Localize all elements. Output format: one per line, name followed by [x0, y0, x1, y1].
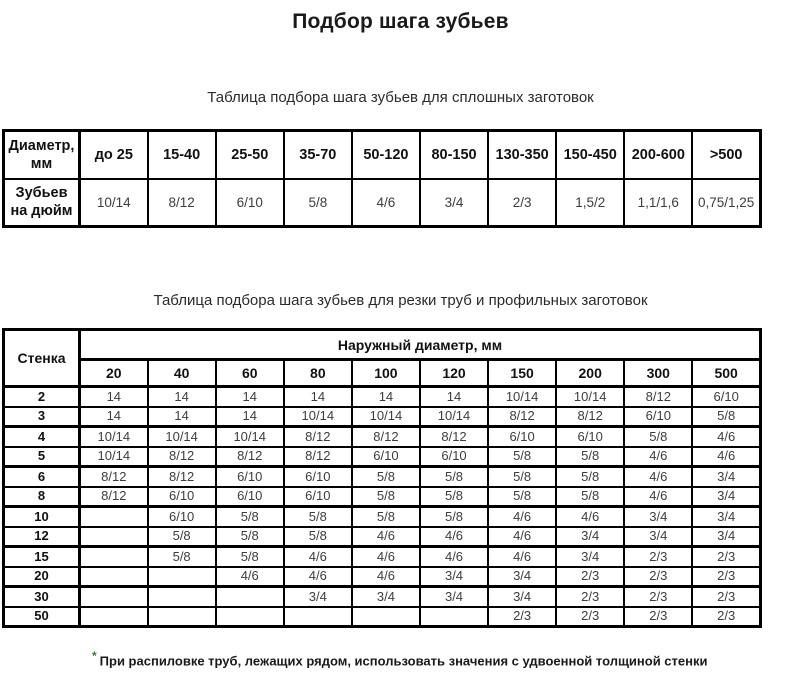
table2-diameter-value: 100 — [352, 360, 420, 387]
table2-diameter-value: 80 — [284, 360, 352, 387]
table2-pitch-value: 2/3 — [624, 567, 692, 587]
table2-diameter-value: 300 — [624, 360, 692, 387]
table2-row — [4, 387, 761, 407]
table2-pitch-value: 4/6 — [488, 547, 556, 567]
table2-pitch-value: 6/10 — [692, 387, 760, 407]
table2-row — [4, 467, 761, 487]
table2-pitch-value: 5/8 — [216, 527, 284, 547]
table2-pitch-value: 4/6 — [488, 527, 556, 547]
table2-diameter-value: 200 — [556, 360, 624, 387]
table2-pitch-value: 5/8 — [148, 527, 216, 547]
table2-pitch-value — [352, 607, 420, 627]
table2-row — [4, 427, 761, 447]
table2-row — [4, 407, 761, 427]
table2-pitch-value: 5/8 — [284, 527, 352, 547]
table2-pitch-value: 6/10 — [148, 487, 216, 507]
table2-pitch-value: 5/8 — [488, 447, 556, 467]
table2-pitch-value: 14 — [352, 387, 420, 407]
table2-pitch-value: 3/4 — [692, 467, 760, 487]
table1-tpi-value: 10/14 — [80, 179, 148, 227]
table2-pitch-value: 2/3 — [692, 547, 760, 567]
table2-pitch-value: 5/8 — [556, 467, 624, 487]
table2-pitch-value — [80, 507, 148, 527]
table2-row — [4, 507, 761, 527]
table2-wall-value: 50 — [4, 607, 80, 627]
table2-pitch-value: 6/10 — [216, 467, 284, 487]
table2-pitch-value: 4/6 — [420, 547, 488, 567]
table2-wall-value: 3 — [4, 407, 80, 427]
table2-pitch-value: 14 — [420, 387, 488, 407]
table2-pitch-value: 4/6 — [624, 487, 692, 507]
table2-pitch-value: 3/4 — [488, 587, 556, 607]
table2-pitch-value — [148, 587, 216, 607]
table1-diameter-range: 35-70 — [284, 131, 352, 179]
page-title: Подбор шага зубьев — [292, 10, 509, 33]
footnote-asterisk: * — [92, 649, 97, 663]
table2-pitch-value — [148, 607, 216, 627]
table2-pitch-value: 4/6 — [556, 507, 624, 527]
table2-pitch-value: 3/4 — [624, 527, 692, 547]
table2-pitch-value: 4/6 — [352, 527, 420, 547]
table1-header-row — [4, 131, 761, 179]
table2-pitch-value: 4/6 — [284, 547, 352, 567]
table2-pitch-value: 5/8 — [624, 427, 692, 447]
table2-pitch-value: 2/3 — [556, 607, 624, 627]
table2-pitch-value — [80, 607, 148, 627]
table2-pitch-value: 14 — [148, 407, 216, 427]
table2-wall-label: Стенка — [4, 330, 80, 387]
table2-diameter-value: 40 — [148, 360, 216, 387]
table2-pitch-value: 10/14 — [80, 447, 148, 467]
footnote — [92, 649, 801, 668]
table2-pitch-value: 5/8 — [352, 507, 420, 527]
table2-pitch-value: 2/3 — [556, 567, 624, 587]
table2-pitch-value: 2/3 — [624, 587, 692, 607]
table2-pitch-value: 5/8 — [352, 467, 420, 487]
table2-pitch-value: 8/12 — [148, 467, 216, 487]
table2-pitch-value: 3/4 — [488, 567, 556, 587]
table2-pitch-value: 5/8 — [420, 487, 488, 507]
table2-wall-value: 4 — [4, 427, 80, 447]
table1-diameter-range: 150-450 — [556, 131, 624, 179]
table1-diameter-range: 50-120 — [352, 131, 420, 179]
table2-pitch-value: 14 — [80, 387, 148, 407]
table2-pitch-value: 5/8 — [420, 467, 488, 487]
table2-pitch-value — [80, 567, 148, 587]
table2-wall-value: 12 — [4, 527, 80, 547]
table2-pitch-value: 2/3 — [488, 607, 556, 627]
table2-pitch-value: 4/6 — [284, 567, 352, 587]
table2-pitch-value: 4/6 — [488, 507, 556, 527]
table2-pitch-value: 4/6 — [352, 547, 420, 567]
table2-pitch-value: 2/3 — [624, 607, 692, 627]
table2-pitch-value: 2/3 — [692, 587, 760, 607]
table2-row — [4, 567, 761, 587]
pipe-profile-pitch-table — [2, 328, 762, 628]
table1-tpi-value: 0,75/1,25 — [692, 179, 760, 227]
table2-pitch-value: 6/10 — [148, 507, 216, 527]
table2-pitch-value: 5/8 — [216, 547, 284, 567]
table2-pitch-value — [148, 567, 216, 587]
table2-pitch-value: 4/6 — [216, 567, 284, 587]
table2-pitch-value: 3/4 — [556, 547, 624, 567]
table2-pitch-value — [80, 587, 148, 607]
table2-diameter-value: 120 — [420, 360, 488, 387]
table2-pitch-value: 3/4 — [692, 527, 760, 547]
table2-wall-value: 15 — [4, 547, 80, 567]
table2-diameter-value: 20 — [80, 360, 148, 387]
table2-pitch-value: 8/12 — [556, 407, 624, 427]
table2-pitch-value — [216, 607, 284, 627]
table2-pitch-value: 5/8 — [148, 547, 216, 567]
table2-pitch-value: 6/10 — [352, 447, 420, 467]
table1-tpi-value: 1,5/2 — [556, 179, 624, 227]
table2-pitch-value: 5/8 — [488, 467, 556, 487]
table2-row — [4, 447, 761, 467]
table2-pitch-value: 8/12 — [284, 447, 352, 467]
table2-pitch-value: 5/8 — [488, 487, 556, 507]
table2-row — [4, 487, 761, 507]
table1-diameter-range: 200-600 — [624, 131, 692, 179]
table2-pitch-value: 2/3 — [556, 587, 624, 607]
table1-diameter-range: >500 — [692, 131, 760, 179]
table2-pitch-value: 8/12 — [488, 407, 556, 427]
table2-pitch-value: 3/4 — [420, 567, 488, 587]
table2-pitch-value: 6/10 — [284, 487, 352, 507]
table1-tpi-value: 5/8 — [284, 179, 352, 227]
table2-diameter-value: 150 — [488, 360, 556, 387]
table2-pitch-value: 5/8 — [216, 507, 284, 527]
table2-wall-value: 20 — [4, 567, 80, 587]
table2-pitch-value: 14 — [216, 387, 284, 407]
table1-diameter-range: до 25 — [80, 131, 148, 179]
table2-row — [4, 547, 761, 567]
table2-pitch-value: 10/14 — [284, 407, 352, 427]
table2-wall-value: 2 — [4, 387, 80, 407]
table1-diameter-range: 130-350 — [488, 131, 556, 179]
table2-pitch-value: 10/14 — [216, 427, 284, 447]
table2-diameter-value: 60 — [216, 360, 284, 387]
table1-tpi-value: 2/3 — [488, 179, 556, 227]
table2-pitch-value: 3/4 — [420, 587, 488, 607]
table2-pitch-value: 10/14 — [352, 407, 420, 427]
table2-pitch-value: 2/3 — [692, 607, 760, 627]
table2-pitch-value: 10/14 — [420, 407, 488, 427]
table2-pitch-value: 3/4 — [692, 507, 760, 527]
table2-pitch-value: 6/10 — [284, 467, 352, 487]
table2-span-header-row — [4, 330, 761, 360]
table2-pitch-value: 14 — [80, 407, 148, 427]
table2-wall-value: 10 — [4, 507, 80, 527]
table2-pitch-value: 2/3 — [624, 547, 692, 567]
table2-pitch-value: 5/8 — [556, 447, 624, 467]
table2-pitch-value: 4/6 — [624, 447, 692, 467]
table2-pitch-value: 5/8 — [420, 507, 488, 527]
table2-row — [4, 587, 761, 607]
table2-pitch-value: 4/6 — [624, 467, 692, 487]
table1-tpi-value: 1,1/1,6 — [624, 179, 692, 227]
table2-pitch-value: 3/4 — [624, 507, 692, 527]
table2-pitch-value: 8/12 — [624, 387, 692, 407]
table2-pitch-value: 6/10 — [488, 427, 556, 447]
table2-pitch-value: 3/4 — [284, 587, 352, 607]
table1-values-row — [4, 179, 761, 227]
table2-pitch-value: 5/8 — [556, 487, 624, 507]
table2-outer-diameter-label: Наружный диаметр, мм — [80, 330, 761, 360]
table2-pitch-value: 6/10 — [216, 487, 284, 507]
table1-diameter-range: 25-50 — [216, 131, 284, 179]
table2-pitch-value: 2/3 — [692, 567, 760, 587]
table2-pitch-value — [420, 607, 488, 627]
table2-wall-value: 5 — [4, 447, 80, 467]
table2-wall-value: 30 — [4, 587, 80, 607]
table2-pitch-value: 5/8 — [284, 507, 352, 527]
table2-wall-value: 8 — [4, 487, 80, 507]
table2-pitch-value: 10/14 — [488, 387, 556, 407]
table1-tpi-value: 8/12 — [148, 179, 216, 227]
table2-pitch-value: 4/6 — [352, 567, 420, 587]
table1-diameter-range: 15-40 — [148, 131, 216, 179]
table2-pitch-value: 8/12 — [216, 447, 284, 467]
footnote-text: При распиловке труб, лежащих рядом, использовать значения с удвоенной толщиной стенки — [99, 653, 708, 669]
table1-tpi-value: 4/6 — [352, 179, 420, 227]
table1-caption: Таблица подбора шага зубьев для сплошных заготовок — [207, 89, 594, 106]
table2-pitch-value — [80, 547, 148, 567]
table2-pitch-value: 8/12 — [420, 427, 488, 447]
table2-caption: Таблица подбора шага зубьев для резки труб и профильных заготовок — [153, 292, 648, 309]
table2-pitch-value — [216, 587, 284, 607]
table2-pitch-value: 3/4 — [352, 587, 420, 607]
table2-row — [4, 527, 761, 547]
table2-pitch-value: 14 — [284, 387, 352, 407]
solid-workpiece-pitch-table — [2, 129, 762, 228]
table2-pitch-value: 10/14 — [556, 387, 624, 407]
table2-pitch-value: 8/12 — [284, 427, 352, 447]
table2-pitch-value: 8/12 — [80, 467, 148, 487]
table1-tpi-label: Зубьев на дюйм — [4, 179, 80, 227]
table2-wall-value: 6 — [4, 467, 80, 487]
table1-tpi-value: 6/10 — [216, 179, 284, 227]
table1-diameter-range: 80-150 — [420, 131, 488, 179]
table2-pitch-value: 10/14 — [80, 427, 148, 447]
table2-pitch-value: 14 — [216, 407, 284, 427]
table2-pitch-value: 4/6 — [692, 447, 760, 467]
table2-pitch-value: 8/12 — [148, 447, 216, 467]
table2-pitch-value: 8/12 — [80, 487, 148, 507]
table2-pitch-value: 6/10 — [556, 427, 624, 447]
table2-pitch-value: 4/6 — [692, 427, 760, 447]
table2-pitch-value — [284, 607, 352, 627]
table2-pitch-value: 3/4 — [556, 527, 624, 547]
table2-pitch-value: 5/8 — [352, 487, 420, 507]
table2-diameter-value: 500 — [692, 360, 760, 387]
table2-diameter-header-row — [4, 360, 761, 387]
table2-pitch-value: 5/8 — [692, 407, 760, 427]
table1-tpi-value: 3/4 — [420, 179, 488, 227]
table2-pitch-value — [80, 527, 148, 547]
table2-pitch-value: 6/10 — [420, 447, 488, 467]
table2-row — [4, 607, 761, 627]
table2-pitch-value: 10/14 — [148, 427, 216, 447]
table2-pitch-value: 3/4 — [692, 487, 760, 507]
table2-pitch-value: 6/10 — [624, 407, 692, 427]
table2-pitch-value: 14 — [148, 387, 216, 407]
table2-pitch-value: 4/6 — [420, 527, 488, 547]
table2-pitch-value: 8/12 — [352, 427, 420, 447]
table1-diameter-label: Диаметр, мм — [4, 131, 80, 179]
